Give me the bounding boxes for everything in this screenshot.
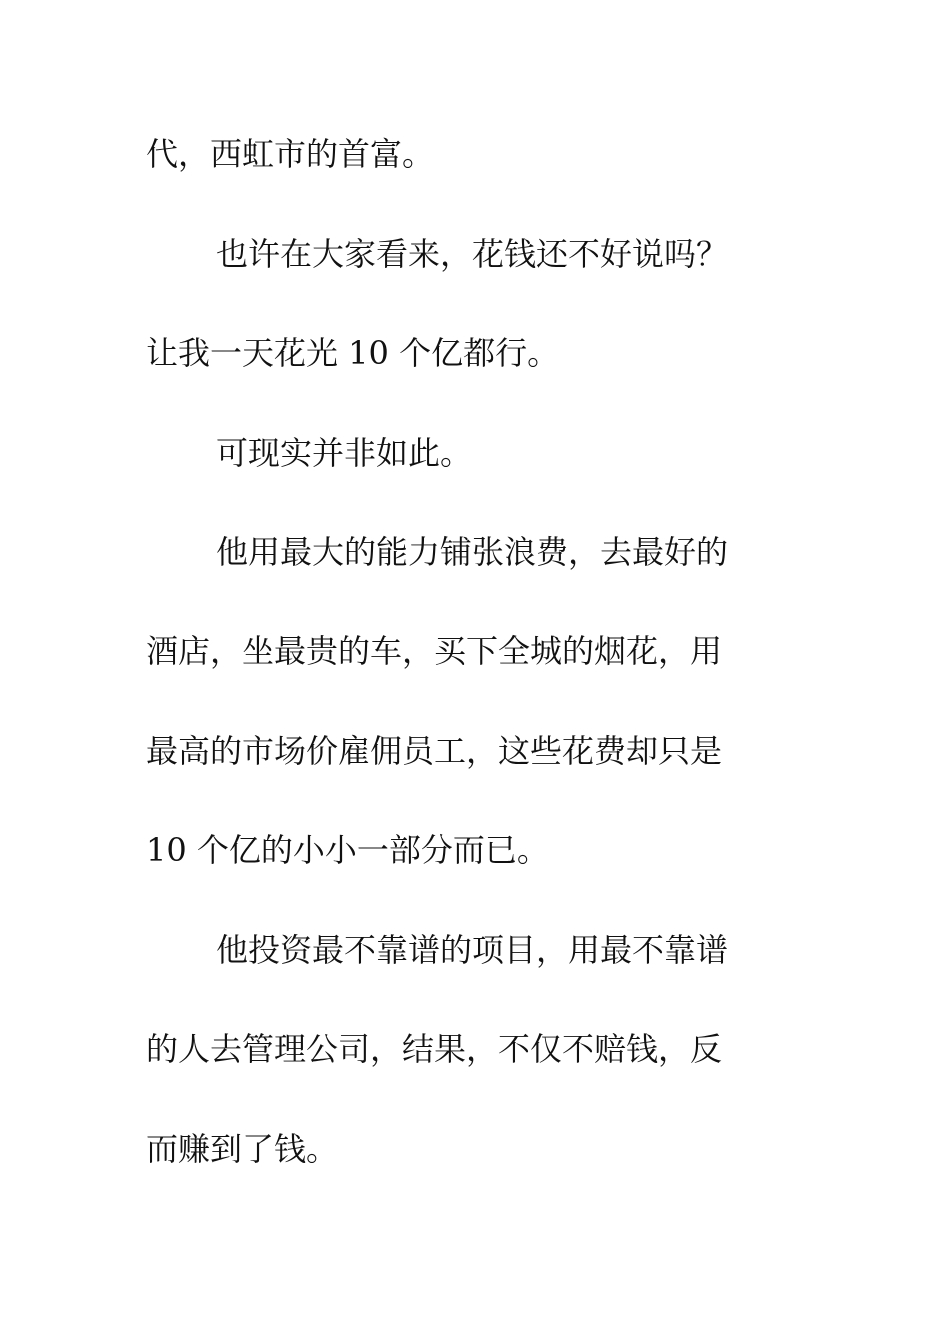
text-line: 代，西虹市的首富。 [146, 135, 435, 173]
paragraph-start-line: 也许在大家看来，花钱还不好说吗？ [216, 235, 729, 273]
paragraph-start-line: 可现实并非如此。 [216, 434, 473, 472]
text-line: 10 个亿的小小一部分而已。 [146, 831, 549, 869]
paragraph-start-line: 他用最大的能力铺张浪费，去最好的 [216, 533, 729, 571]
text-line: 酒店，坐最贵的车，买下全城的烟花，用 [146, 632, 723, 670]
text-line: 而赚到了钱。 [146, 1130, 339, 1168]
text-line: 的人去管理公司，结果，不仅不赔钱，反 [146, 1030, 723, 1068]
text-line: 让我一天花光 10 个亿都行。 [146, 334, 560, 372]
paragraph-start-line: 他投资最不靠谱的项目，用最不靠谱 [216, 931, 729, 969]
text-line: 最高的市场价雇佣员工，这些花费却只是 [146, 732, 723, 770]
